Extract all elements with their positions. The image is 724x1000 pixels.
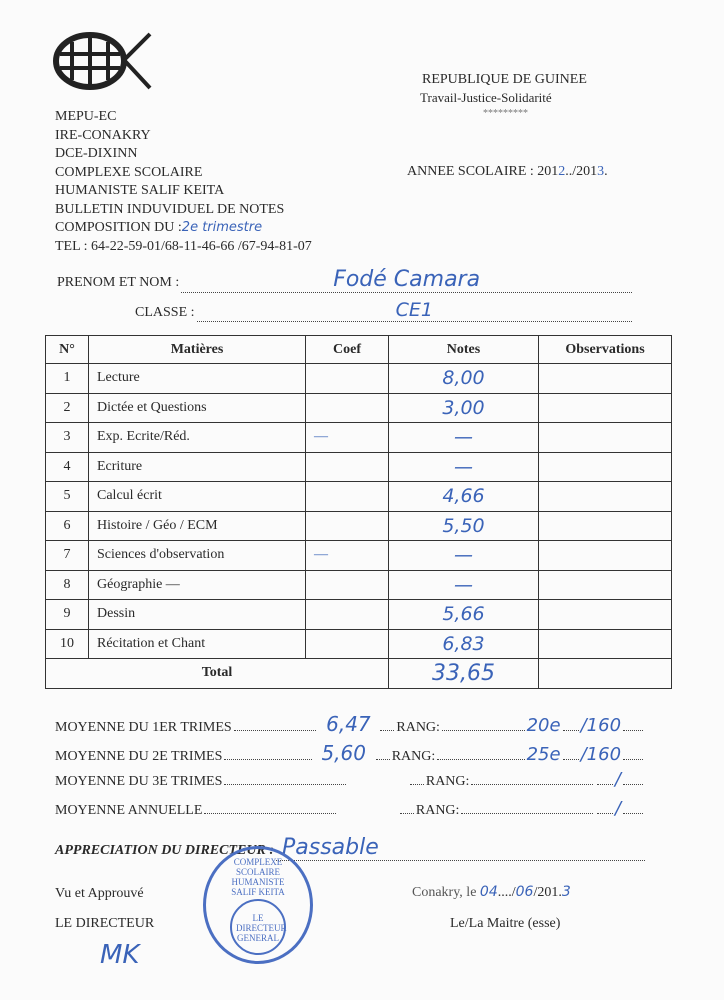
leader xyxy=(597,813,613,814)
row-number: 2 xyxy=(46,393,89,423)
table-header xyxy=(46,336,672,364)
note: 4,66 xyxy=(389,482,539,512)
average-row xyxy=(55,769,645,790)
leader xyxy=(623,813,643,814)
leader xyxy=(400,813,414,814)
coef xyxy=(306,570,389,600)
row-number: 5 xyxy=(46,482,89,512)
average-value: 5,60 xyxy=(321,740,366,765)
leader xyxy=(437,759,524,760)
row-number: 1 xyxy=(46,364,89,394)
year-sep: ../201 xyxy=(565,164,598,179)
observation xyxy=(539,423,672,453)
average-label: MOYENNE DU 2E TRIMES xyxy=(55,748,223,764)
subject: Exp. Ecrite/Réd. xyxy=(89,423,306,453)
grades-table xyxy=(45,335,672,689)
note: 5,50 xyxy=(389,511,539,541)
note: — xyxy=(389,452,539,482)
coef xyxy=(306,452,389,482)
coef: — xyxy=(306,423,389,453)
leader xyxy=(597,784,613,785)
subject: Dictée et Questions xyxy=(89,393,306,423)
leader xyxy=(471,784,593,785)
ire: IRE-CONAKRY xyxy=(55,127,151,143)
ministry: MEPU-EC xyxy=(55,109,117,124)
coef xyxy=(306,482,389,512)
director-signature: MK xyxy=(100,940,140,970)
leader xyxy=(234,730,317,731)
table-row xyxy=(46,452,672,482)
school-year: ANNEE SCOLAIRE : 2012../2013. xyxy=(407,164,608,179)
school-line1: COMPLEXE SCOLAIRE xyxy=(55,164,203,180)
rank-label: RANG: xyxy=(415,802,460,818)
total-observation xyxy=(539,659,672,689)
stamp-outer-text: COMPLEXE SCOLAIRE HUMANISTE SALIF KEITA xyxy=(231,857,285,897)
director-label: LE DIRECTEUR xyxy=(55,916,155,931)
observation xyxy=(539,482,672,512)
rank-total: /160 xyxy=(580,715,622,736)
row-number: 9 xyxy=(46,600,89,630)
teacher-label: Le/La Maitre (esse) xyxy=(450,916,561,931)
total-value: 33,65 xyxy=(389,659,539,689)
stamp-inner-text: LE DIRECTEUR GENERAL xyxy=(230,899,286,955)
motto: Travail-Justice-Solidarité xyxy=(420,90,552,105)
coef: — xyxy=(306,541,389,571)
observation xyxy=(539,629,672,659)
appreciation-label: APPRECIATION DU DIRECTEUR : xyxy=(55,843,274,858)
average-label: MOYENNE DU 3E TRIMES xyxy=(55,774,223,789)
name-label: PRENOM ET NOM : xyxy=(57,275,180,290)
rank-value: 25e xyxy=(526,743,561,765)
leader xyxy=(224,759,311,760)
composition-label: COMPOSITION DU : xyxy=(55,220,182,235)
observation xyxy=(539,364,672,394)
date-day: 04 xyxy=(479,884,498,900)
total-label: Total xyxy=(46,659,389,689)
subject: Sciences d'observation xyxy=(89,541,306,571)
year-end: 3 xyxy=(597,164,605,179)
year-label: ANNEE SCOLAIRE : 201 xyxy=(407,164,559,179)
table-row xyxy=(46,482,672,512)
leader xyxy=(204,813,336,814)
row-number: 7 xyxy=(46,541,89,571)
rank-total: / xyxy=(614,769,621,790)
note: — xyxy=(389,570,539,600)
coef xyxy=(306,393,389,423)
leader xyxy=(224,784,346,785)
observation xyxy=(539,541,672,571)
approved-label: Vu et Approuvé xyxy=(55,886,144,901)
rank-total: / xyxy=(614,797,622,819)
note: 3,00 xyxy=(389,393,539,423)
row-number: 10 xyxy=(46,629,89,659)
header-observations: Observations xyxy=(539,336,672,364)
leader xyxy=(380,730,394,731)
coef xyxy=(306,629,389,659)
observation xyxy=(539,511,672,541)
leader xyxy=(563,730,579,731)
appreciation-line xyxy=(55,836,645,861)
date-year: 3 xyxy=(561,884,571,900)
stars: ********* xyxy=(483,108,528,119)
average-label: MOYENNE DU 1ER TRIMES xyxy=(55,720,232,735)
table-row xyxy=(46,364,672,394)
average-label: MOYENNE ANNUELLE xyxy=(55,802,203,818)
class-field xyxy=(197,300,632,322)
telephone: TEL : 64-22-59-01/68-11-46-66 /67-94-81-07 xyxy=(55,238,312,254)
subject: Géographie — xyxy=(89,570,306,600)
appreciation-value: Passable xyxy=(281,835,379,860)
composition-value: 2e trimestre xyxy=(181,220,263,235)
coef xyxy=(306,511,389,541)
rank-total: /160 xyxy=(580,743,622,765)
average-row xyxy=(55,741,645,765)
leader xyxy=(461,813,593,814)
table-row xyxy=(46,541,672,571)
subject: Lecture xyxy=(89,364,306,394)
subject: Ecriture xyxy=(89,452,306,482)
year-start: 2 xyxy=(558,164,566,179)
row-number: 3 xyxy=(46,423,89,453)
table-row xyxy=(46,393,672,423)
leader xyxy=(623,730,643,731)
rank-label: RANG: xyxy=(391,748,436,764)
leader xyxy=(623,759,643,760)
leader xyxy=(563,759,579,760)
rank-label: RANG: xyxy=(425,774,470,789)
class-label: CLASSE : xyxy=(135,305,195,320)
note: — xyxy=(389,541,539,571)
republic: REPUBLIQUE DE GUINEE xyxy=(422,72,587,87)
appreciation-field xyxy=(276,836,645,861)
school-line2: HUMANISTE SALIF KEITA xyxy=(55,183,225,198)
header-number: N° xyxy=(46,336,89,364)
subject: Histoire / Géo / ECM xyxy=(89,511,306,541)
table-row xyxy=(46,570,672,600)
header-notes: Notes xyxy=(389,336,539,364)
class-line xyxy=(135,300,632,322)
student-class: CE1 xyxy=(395,299,433,321)
subject: Calcul écrit xyxy=(89,482,306,512)
leader xyxy=(442,730,525,731)
document-title: BULLETIN INDUVIDUEL DE NOTES xyxy=(55,201,285,217)
row-number: 4 xyxy=(46,452,89,482)
header-coef: Coef xyxy=(306,336,389,364)
average-row xyxy=(55,712,645,736)
average-value: 6,47 xyxy=(326,712,371,736)
date-month: 06 xyxy=(515,884,534,900)
rank-label: RANG: xyxy=(396,720,440,735)
observation xyxy=(539,393,672,423)
observation xyxy=(539,452,672,482)
name-line xyxy=(57,268,632,293)
leader xyxy=(623,784,643,785)
place: Conakry, le xyxy=(412,885,477,900)
school-stamp xyxy=(203,846,313,964)
subject: Dessin xyxy=(89,600,306,630)
total-row xyxy=(46,659,672,689)
table-row xyxy=(46,600,672,630)
rank-value: 20e xyxy=(526,715,561,736)
date-line: Conakry, le 04..../06/201.3 xyxy=(412,884,571,900)
table-row xyxy=(46,511,672,541)
table-row xyxy=(46,629,672,659)
note: — xyxy=(389,423,539,453)
observation xyxy=(539,570,672,600)
row-number: 8 xyxy=(46,570,89,600)
subject: Récitation et Chant xyxy=(89,629,306,659)
school-logo xyxy=(52,30,152,92)
leader xyxy=(376,759,390,760)
header-subject: Matières xyxy=(89,336,306,364)
dce: DCE-DIXINN xyxy=(55,146,138,161)
row-number: 6 xyxy=(46,511,89,541)
leader xyxy=(410,784,424,785)
institution-block xyxy=(55,108,312,256)
student-name: Fodé Camara xyxy=(333,267,481,292)
average-row xyxy=(55,798,645,819)
coef xyxy=(306,600,389,630)
note: 8,00 xyxy=(389,364,539,394)
note: 5,66 xyxy=(389,600,539,630)
note: 6,83 xyxy=(389,629,539,659)
date-year-prefix: /201 xyxy=(533,885,559,900)
name-field xyxy=(181,268,632,293)
coef xyxy=(306,364,389,394)
observation xyxy=(539,600,672,630)
table-row xyxy=(46,423,672,453)
